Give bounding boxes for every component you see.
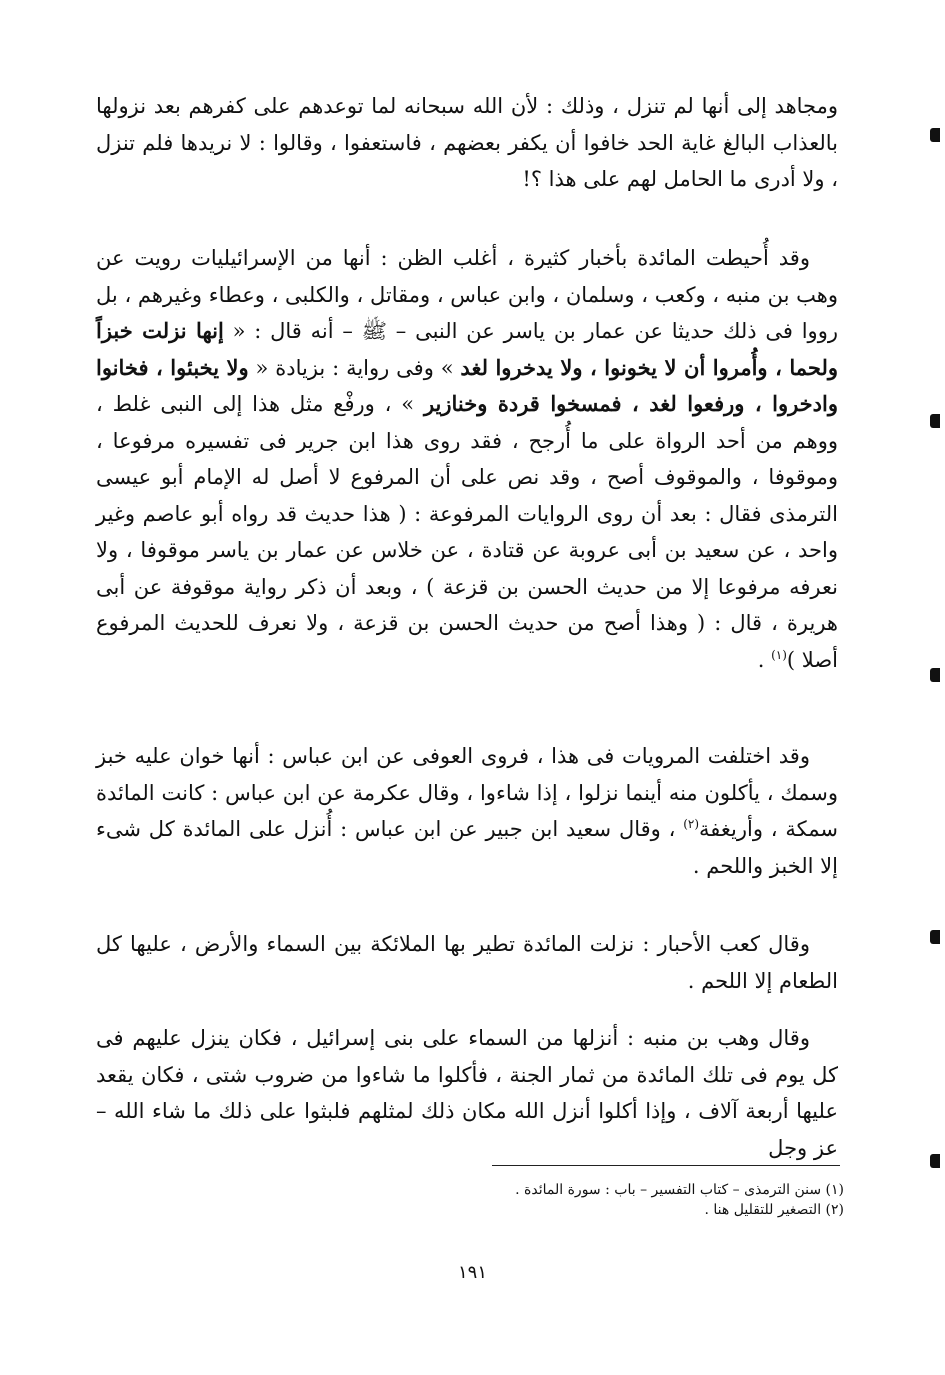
- footnote-divider: [492, 1165, 840, 1166]
- paragraph-5: [96, 1020, 838, 1166]
- margin-mark: [930, 414, 940, 428]
- footnote-2: (٢) التصغير للتقليل هنا .: [704, 1202, 844, 1218]
- paragraph-5-text: وقال وهب بن منبه : أنزلها من السماء على بنى إسرائيل ، فكان ينزل عليهم فى كل يوم فى تلك المائدة من ثمار الجنة ، فأكلوا ما شاءوا من ضروب شتى ، فكان يقعد عليها أربعة آلاف ، وإذا أكلوا أنزل الله مكان ذلك لمثلهم فلبثوا على ذلك ما شاء الله – عز وجل: [96, 1026, 838, 1160]
- paragraph-2-end: .: [757, 647, 772, 672]
- page-number: ١٩١: [457, 1262, 487, 1283]
- paragraph-2-link: » وفى رواية : بزيادة «: [248, 355, 461, 380]
- paragraph-1: [96, 88, 838, 198]
- hadith-quote-2: ولا يخبئوا ، فخانوا وادخروا ، ورفعوا لغد ، فمسخوا قردة وخنازير: [96, 354, 838, 416]
- paragraph-1-text: ومجاهد إلى أنها لم تنزل ، وذلك : لأن الله سبحانه لما توعدهم على كفرهم بعد نزولها بالعذاب البالغ غاية الحد خافوا أن يكفر بعضهم ، فاستعفوا ، وقالوا : لا نريدها فلم تنزل ، ولا أدرى ما الحامل لهم على هذا ؟!: [96, 94, 838, 191]
- margin-mark: [930, 668, 940, 682]
- paragraph-3-text-b: ، وقال سعيد ابن جبير عن ابن عباس : أُنزل على المائدة كل شىء إلا الخبز واللحم .: [96, 817, 838, 878]
- footnote-ref-2[interactable]: (٢): [683, 817, 700, 831]
- margin-mark: [930, 128, 940, 142]
- paragraph-3: [96, 738, 838, 884]
- footnote-1: (١) سنن الترمذى – كتاب التفسير – باب : سورة المائدة .: [515, 1182, 844, 1198]
- hadith-quote-1: إنها نزلت خبزاً ولحما ، وأُمروا أن لا يخونوا ، ولا يدخروا لغد: [96, 318, 838, 380]
- margin-mark: [930, 1154, 940, 1168]
- footnotes: [420, 1180, 844, 1220]
- margin-mark: [930, 930, 940, 944]
- paragraph-4-text: وقال كعب الأحبار : نزلت المائدة تطير بها الملائكة بين السماء والأرض ، عليها كل الطعام إلا اللحم .: [96, 932, 838, 993]
- paragraph-3-text-a: وقد اختلفت المرويات فى هذا ، فروى العوفى عن ابن عباس : أنها خوان عليه خبز وسمك ، يأكلون منه أينما نزلوا ، إذا شاءوا ، وقال عكرمة عن ابن عباس : كانت المائدة سمكة ، وأريغفة: [96, 744, 838, 841]
- paragraph-2-rest: » ، ورفْع مثل هذا إلى النبى غلط ، ووهم من أحد الرواة على ما أُرجح ، فقد روى هذا ابن جرير فى تفسيره مرفوعا ، وموقوفا ، والموقوف أصح ، وقد نص على أن المرفوع لا أصل له الإمام أبو عيسى الترمذى فقال : بعد أن روى الروايات المرفوعة : ( هذا حديث قد رواه أبو عاصم وغير واحد ، عن سعيد بن أبى عروبة عن قتادة ، عن خلاس عن عمار بن ياسر موقوفا ، ولا نعرفه مرفوعا إلا من حديث الحسن بن قزعة ) ، وبعد أن ذكر رواية موقوفة عن أبى هريرة ، قال : ( وهذا أصح من حديث الحسن بن قزعة ، ولا نعرف للحديث المرفوع أصلا ): [96, 392, 838, 672]
- paragraph-4: [96, 926, 838, 999]
- paragraph-2: [96, 240, 838, 678]
- paragraph-2-intro: وقد أُحيطت المائدة بأخبار كثيرة ، أغلب الظن : أنها من الإسرائيليات رويت عن وهب بن منبه ، وكعب ، وسلمان ، وابن عباس ، ومقاتل ، والكلبى ، وعطاء وغيرهم ، بل رووا فى ذلك حديثا عن عمار بن ياسر عن النبى – ﷺ – أنه قال : «: [96, 246, 838, 343]
- footnote-ref-1[interactable]: (١): [771, 647, 787, 662]
